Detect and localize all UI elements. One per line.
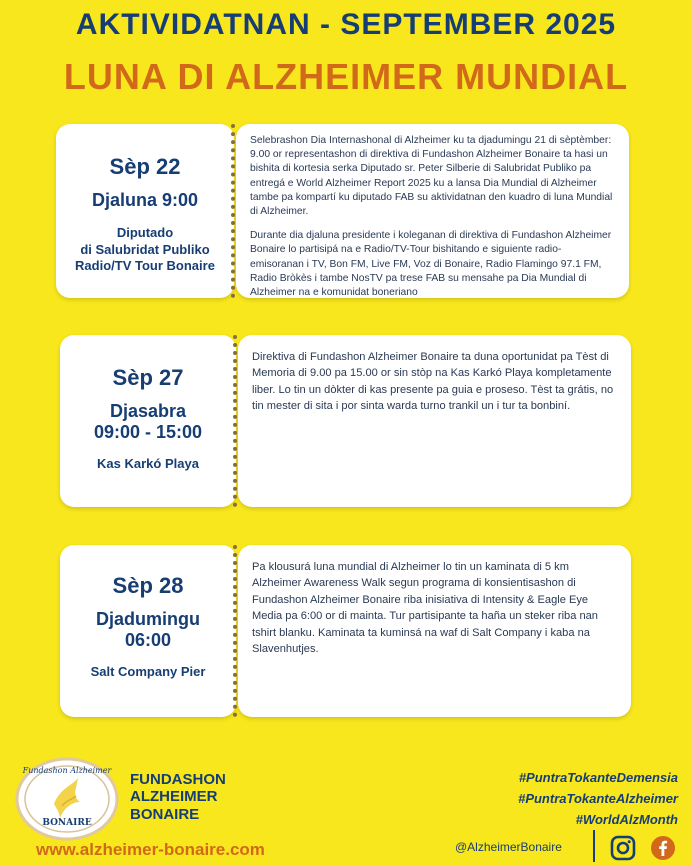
event-date: Sèp 28: [112, 573, 184, 598]
dotted-divider: [233, 335, 237, 507]
org-name-line: FUNDASHON: [130, 771, 226, 788]
event-time: Djasabra: [109, 401, 187, 421]
event-date-card: [60, 545, 236, 717]
logo-text-bottom: BONAIRE: [42, 818, 92, 828]
event-description: Selebrashon Dia Internashonal di Alzheimer ku ta djadumingu 21 di sèptèmber: 9.00 or representashon di direktiva di Fundashon Alzheimer Bonaire ta hasi un bishita di kortesia serka Diputado sr. Peter Silberie di Salubridat Publiko pa entregá e World Alzheimer Report 2025 ku a lansa Dia Mundial di Alzheimer tambe pa kompartí ku diputado FAB su aktividatnan den kuadro di luna Mundial di Alzheimer.: [250, 135, 613, 218]
event-date-card: [60, 335, 236, 507]
facebook-icon[interactable]: [650, 835, 676, 861]
event-description-card: [238, 335, 631, 507]
page-title: AKTIVIDATNAN - SEPTEMBER 2025: [75, 8, 617, 41]
event-description-card: [238, 545, 631, 717]
event-location: Radio/TV Tour Bonaire: [75, 258, 215, 274]
event-date: Sèp 22: [109, 154, 181, 179]
logo-text-top: Fundashon Alzheimer: [22, 766, 112, 775]
instagram-icon[interactable]: [610, 835, 636, 861]
org-name-line: BONAIRE: [130, 805, 200, 823]
event-location: di Salubridat Publiko: [80, 241, 210, 257]
event-location: Salt Company Pier: [90, 664, 206, 680]
event-location: Diputado: [116, 224, 174, 240]
event-time: Djaluna 9:00: [91, 190, 199, 210]
org-name-line: ALZHEIMER: [130, 788, 218, 806]
hashtag-list: [518, 768, 678, 830]
event-time: 09:00 - 15:00: [93, 421, 203, 442]
event-location: Kas Karkó Playa: [97, 456, 199, 472]
social-handle[interactable]: @AlzheimerBonaire: [455, 840, 562, 854]
event-time: 06:00: [124, 629, 172, 650]
dotted-divider: [233, 545, 237, 717]
website-link[interactable]: www.alzheimer-bonaire.com: [36, 840, 265, 859]
org-name: [130, 771, 226, 823]
hashtag: #PuntraTokanteAlzheimer: [518, 790, 678, 806]
event-date: Sèp 27: [112, 365, 184, 390]
event-time: Djadumingu: [96, 609, 200, 629]
event-description: Direktiva di Fundashon Alzheimer Bonaire ta duna oportunidat pa Tèst di Memoria di 9.00 pa 15.00 or sin stòp na Kas Karkó Playa kompletamente liber. Lo tin un dòkter di kas presente pa guia e proseso. Tèst ta grátis, no tin mester di sita i por sinta warda turno trankil un i tur ta bonbiní.: [252, 351, 614, 413]
event-date-card: [56, 124, 234, 298]
event-description: Pa klousurá luna mundial di Alzheimer lo tin un kaminata di 5 km Alzheimer Awareness Walk segun programa di konsientisashon di Fundashon Alzheimer Bonaire riba inisiativa di Intensity & Eagle Eye Media pa 6:00 or di mainta. Tur partisipante ta haña un steker riba nan tshirt blanku. Kaminata ta kuminsá na waf di Salt Company i kaba na Slavenhutjes.: [252, 561, 598, 656]
hashtag: #WorldAlzMonth: [575, 811, 678, 827]
footer-divider: [593, 830, 595, 862]
page-subtitle: LUNA DI ALZHEIMER MUNDIAL: [63, 56, 629, 97]
event-description-card: [236, 124, 629, 298]
dotted-divider: [231, 124, 235, 298]
fundashon-logo: [14, 756, 120, 842]
hashtag: #PuntraTokanteDemensia: [518, 770, 678, 785]
event-description: Durante dia djaluna presidente i koleganan di direktiva di Fundashon Alzheimer Bonaire lo partisipá na e Radio/TV-Tour bishitando e siguiente radio-emisoranan i TV, Bon FM, Live FM, Voz di Bonaire, Radio Flamingo 97.1 FM, Radio Bròkès i tambe NosTV pa trese FAB su mensahe pa Dia Mundial di Alzheimer na e komunidat boneriano: [250, 230, 612, 299]
